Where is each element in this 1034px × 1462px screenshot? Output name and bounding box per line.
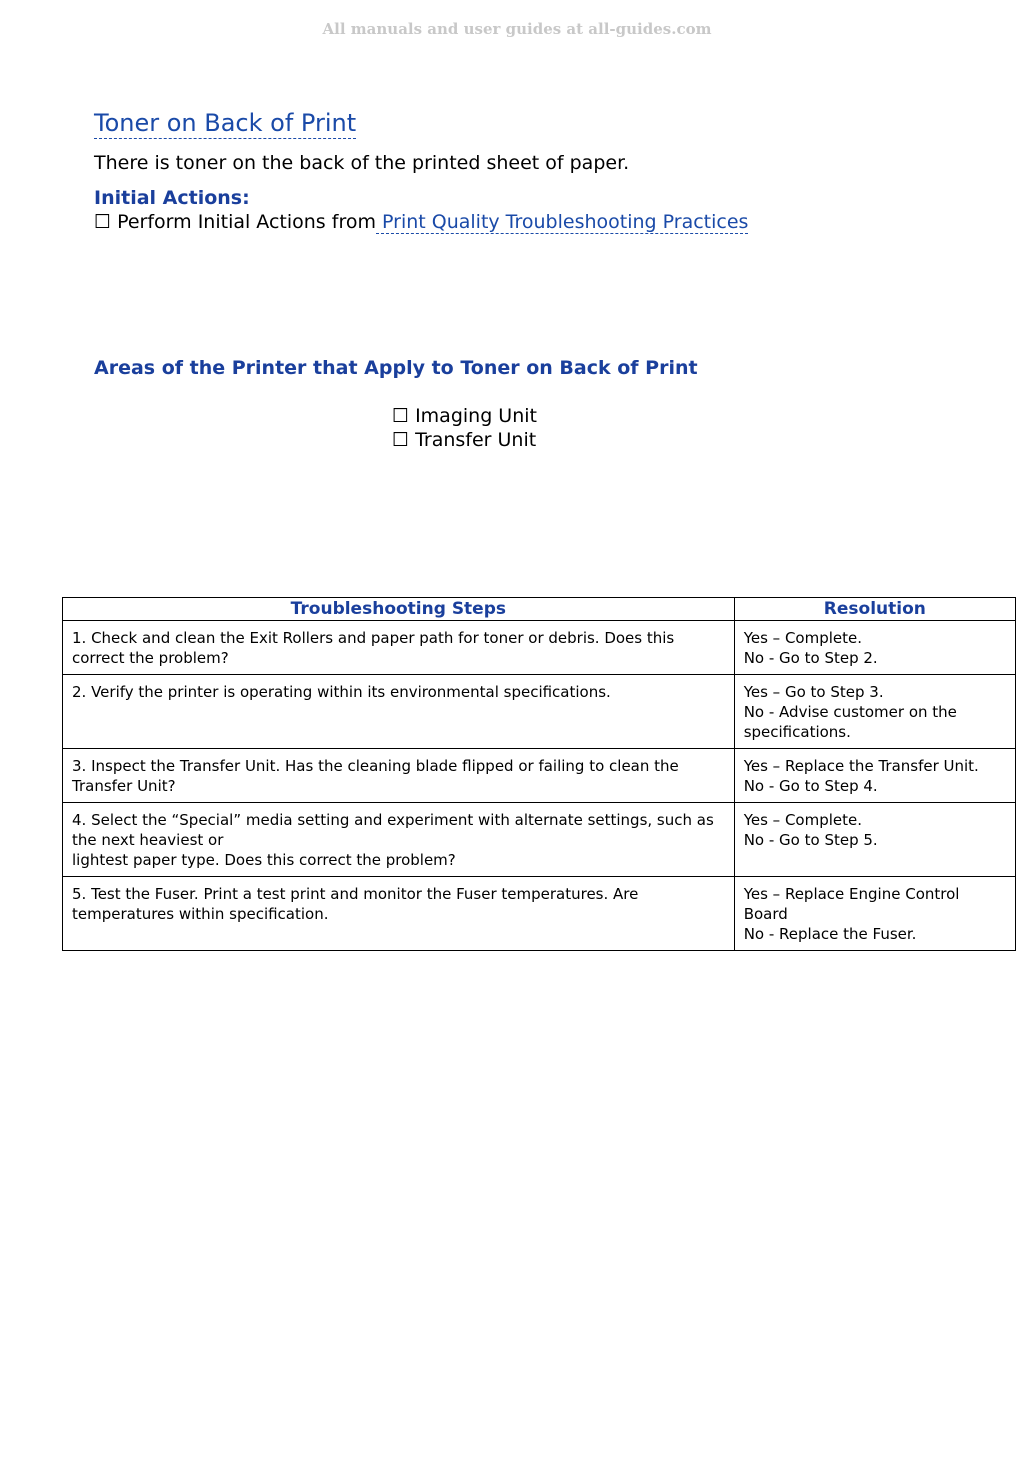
resolution-cell xyxy=(734,749,1015,803)
initial-actions-item xyxy=(94,210,748,234)
step-text: 3. Inspect the Transfer Unit. Has the cleaning blade flipped or failing to clean the Transfer Unit? xyxy=(72,757,679,795)
resolution-no: No - Advise customer on the specifications. xyxy=(743,703,957,741)
area-item-transfer-unit: ☐ Transfer Unit xyxy=(392,429,537,451)
step-text: 4. Select the “Special” media setting and experiment with alternate settings, such as the next heaviest or xyxy=(72,811,714,849)
page-title[interactable]: Toner on Back of Print xyxy=(94,109,357,137)
resolution-yes: Yes – Replace the Transfer Unit. xyxy=(743,757,979,775)
intro-text: There is toner on the back of the printed sheet of paper. xyxy=(94,152,630,174)
area-item-imaging-unit: ☐ Imaging Unit xyxy=(392,405,537,427)
table-row xyxy=(63,803,1016,877)
step-text-continued: lightest paper type. Does this correct the problem? xyxy=(72,851,456,869)
resolution-no: No - Go to Step 4. xyxy=(743,777,878,795)
resolution-no: No - Go to Step 2. xyxy=(743,649,878,667)
table-row xyxy=(63,749,1016,803)
resolution-cell xyxy=(734,675,1015,749)
table-header-row xyxy=(63,598,1016,621)
watermark: All manuals and user guides at all-guides.com xyxy=(322,20,712,38)
resolution-cell xyxy=(734,621,1015,675)
header-resolution: Resolution xyxy=(734,598,1015,621)
initial-actions-heading: Initial Actions: xyxy=(94,187,250,209)
print-quality-practices-link[interactable]: Print Quality Troubleshooting Practices xyxy=(375,211,749,233)
step-text: 1. Check and clean the Exit Rollers and paper path for toner or debris. Does this correct the problem? xyxy=(72,629,675,667)
step-cell xyxy=(63,803,735,877)
table-row xyxy=(63,675,1016,749)
step-cell xyxy=(63,877,735,951)
step-cell xyxy=(63,749,735,803)
step-cell xyxy=(63,621,735,675)
table-row xyxy=(63,621,1016,675)
resolution-yes: Yes – Complete. xyxy=(743,629,863,647)
step-text: 2. Verify the printer is operating within its environmental specifications. xyxy=(72,683,611,701)
resolution-yes: Yes – Go to Step 3. xyxy=(743,683,884,701)
areas-list xyxy=(392,404,537,452)
troubleshooting-table xyxy=(62,597,1016,951)
resolution-yes: Yes – Replace Engine Control Board xyxy=(743,885,960,923)
resolution-no: No - Replace the Fuser. xyxy=(743,925,917,943)
step-cell xyxy=(63,675,735,749)
resolution-yes: Yes – Complete. xyxy=(743,811,863,829)
resolution-cell xyxy=(734,803,1015,877)
resolution-cell xyxy=(734,877,1015,951)
initial-actions-text: ☐ Perform Initial Actions from xyxy=(94,211,376,233)
table-row xyxy=(63,877,1016,951)
resolution-no: No - Go to Step 5. xyxy=(743,831,878,849)
header-troubleshooting-steps: Troubleshooting Steps xyxy=(63,598,735,621)
step-text: 5. Test the Fuser. Print a test print and monitor the Fuser temperatures. Are temperatures within specification. xyxy=(72,885,639,923)
areas-heading: Areas of the Printer that Apply to Toner on Back of Print xyxy=(94,357,698,379)
